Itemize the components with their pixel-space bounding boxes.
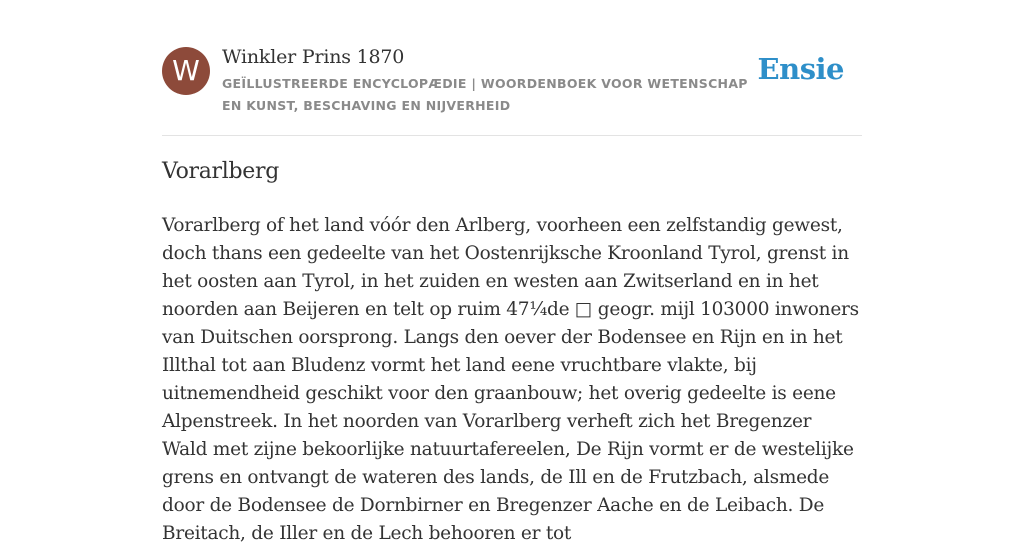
site-title[interactable]: Winkler Prins 1870 <box>222 46 405 68</box>
brand-logo[interactable]: Ensie <box>757 52 844 86</box>
article-body: Vorarlberg of het land vóór den Arlberg, voorheen een zelfstandig gewest, doch thans een gedeelte van het Oostenrijksche Kroonland Tyrol, grenst in het oosten aan Tyrol, in het zuiden en westen aan Zwitserland en in het noorden aan Beijeren en telt op ruim 47¼de □ geogr. mijl 103000 inwoners van Duitschen oorsprong. Langs den oever der Bodensee en Rijn en in het Illthal tot aan Bludenz vormt het land eene vruchtbare vlakte, bij uitnemendheid geschikt voor den graanbouw; het overig gedeelte is eene Alpenstreek. In het noorden van Vorarlberg verheft zich het Bregenzer Wald met zijne bekoorlijke natuurtafereelen, De Rijn vormt er de westelijke grens en ontvangt de wateren des lands, de Ill en de Frutzbach, alsmede door de Bodensee de Dornbirner en Bregenzer Aache en de Leibach. De Breitach, de Iller en de Lech behooren er tot <box>162 215 859 544</box>
avatar[interactable]: W <box>162 47 210 95</box>
article-title: Vorarlberg <box>162 159 280 184</box>
site-subtitle: GEÏLLUSTREERDE ENCYCLOPÆDIE | WOORDENBOEK VOOR WETENSCHAP EN KUNST, BESCHAVING EN NIJVERHEID <box>222 76 748 113</box>
site-header <box>162 44 862 136</box>
